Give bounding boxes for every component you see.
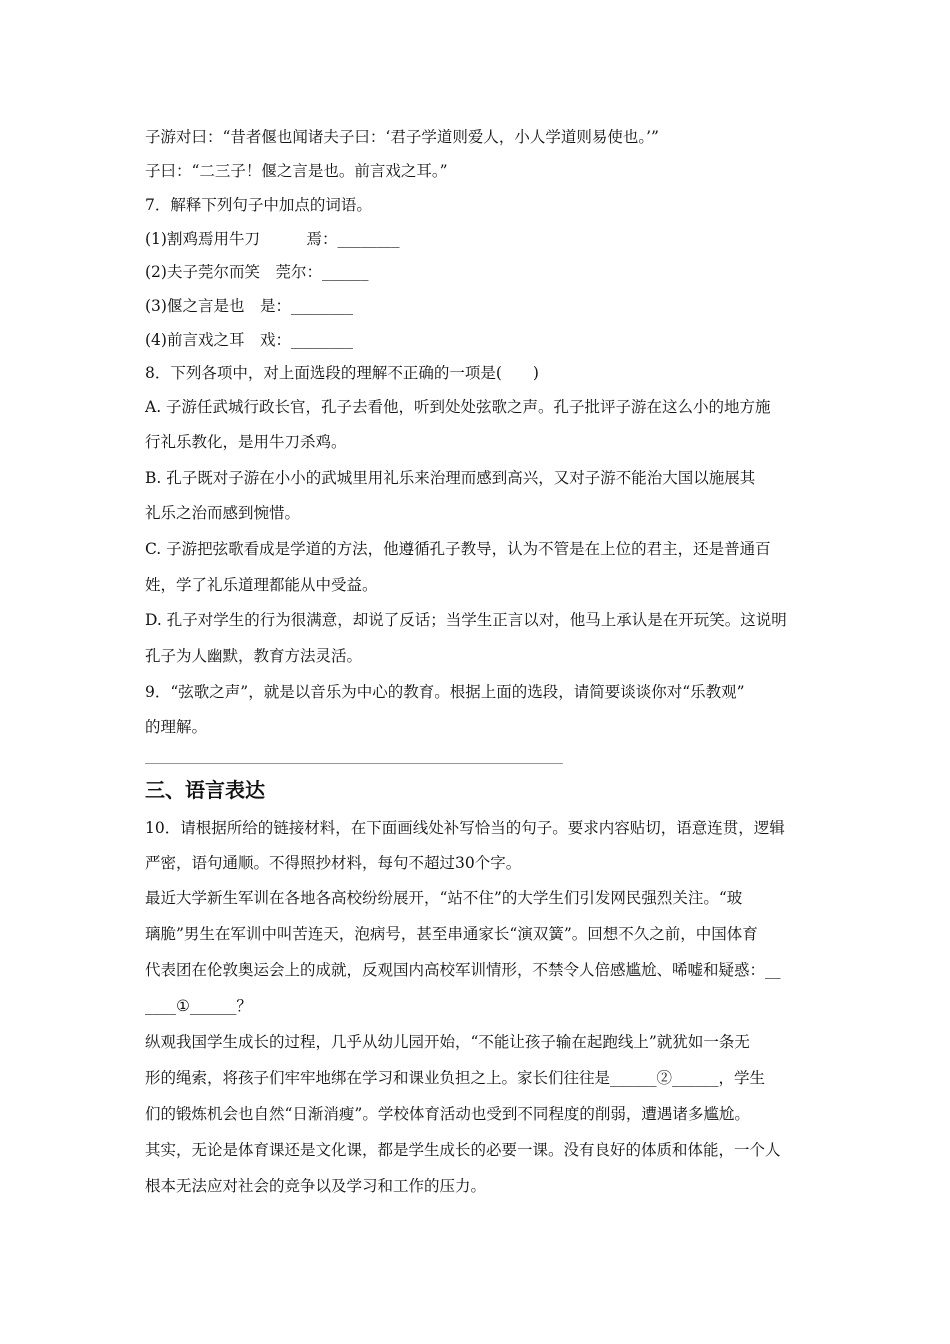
material-line-2: 璃脆”男生在军训中叫苦连天，泡病号，甚至串通家长“演双簧”。回想不久之前，中国体育 [145, 925, 758, 943]
option-c-line-2: 姓，学了礼乐道理都能从中受益。 [145, 576, 378, 594]
option-a-line-2: 行礼乐教化，是用牛刀杀鸡。 [145, 433, 347, 451]
blank-1-line: ____①______？ [145, 997, 252, 1015]
material-line-7: 们的锻炼机会也自然“日渐消瘦”。学校体育活动也受到不同程度的削弱，遭遇诸多尴尬。 [145, 1105, 750, 1123]
material-line-5: 纵观我国学生成长的过程，几乎从幼儿园开始，“不能让孩子输在起跑线上”就犹如一条无 [145, 1033, 750, 1051]
question-9-line-2: 的理解。 [145, 718, 208, 736]
question-7-prompt: 7．解释下列句子中加点的词语。 [145, 196, 372, 214]
material-line-1: 最近大学新生军训在各地各高校纷纷展开，“站不住”的大学生们引发网民强烈关注。“玻 [145, 889, 743, 907]
answer-line-divider [145, 763, 563, 764]
option-d-line-2: 孔子为人幽默，教育方法灵活。 [145, 647, 363, 665]
material-line-6: 形的绳索，将孩子们牢牢地绑在学习和课业负担之上。家长们往往是______②______，学生 [145, 1069, 766, 1087]
material-line-3: 代表团在伦敦奥运会上的成就，反观国内高校军训情形，不禁令人倍感尴尬、唏嘘和疑惑：__ [145, 961, 781, 979]
question-7-item-4: (4)前言戏之耳 戏：________ [145, 331, 353, 349]
question-7-item-1: (1)割鸡焉用牛刀 焉：________ [145, 230, 400, 248]
option-b-line-2: 礼乐之治而感到惋惜。 [145, 504, 301, 522]
text-line: 子游对曰：“昔者偃也闻诸夫子曰：‘君子学道则爱人，小人学道则易使也。’” [145, 128, 659, 146]
option-b-line-1: B. 孔子既对子游在小小的武城里用礼乐来治理而感到高兴，又对子游不能治大国以施展其 [145, 469, 756, 487]
text-line: 子曰：“二三子！偃之言是也。前言戏之耳。” [145, 162, 448, 180]
question-10-line-2: 严密，语句通顺。不得照抄材料，每句不超过30个字。 [145, 854, 522, 872]
question-7-item-3: (3)偃之言是也 是：________ [145, 297, 353, 315]
option-a-line-1: A. 子游任武城行政长官，孔子去看他，听到处处弦歌之声。孔子批评子游在这么小的地方施 [145, 398, 771, 416]
option-d-line-1: D. 孔子对学生的行为很满意，却说了反话；当学生正言以对，他马上承认是在开玩笑。这说明 [145, 611, 787, 629]
question-9-line-1: 9．“弦歌之声”，就是以音乐为中心的教育。根据上面的选段，请简要谈谈你对“乐教观” [145, 683, 745, 701]
question-7-item-2: (2)夫子莞尔而笑 莞尔：______ [145, 263, 369, 281]
material-line-9: 根本无法应对社会的竞争以及学习和工作的压力。 [145, 1177, 487, 1195]
section-heading: 三、语言表达 [145, 778, 265, 802]
option-c-line-1: C. 子游把弦歌看成是学道的方法，他遵循孔子教导，认为不管是在上位的君主，还是普通百 [145, 540, 771, 558]
material-line-8: 其实，无论是体育课还是文化课，都是学生成长的必要一课。没有良好的体质和体能，一个人 [145, 1141, 781, 1159]
question-8-prompt: 8．下列各项中，对上面选段的理解不正确的一项是( ) [145, 364, 539, 382]
question-10-line-1: 10．请根据所给的链接材料，在下面画线处补写恰当的句子。要求内容贴切，语意连贯，逻辑 [145, 819, 785, 837]
